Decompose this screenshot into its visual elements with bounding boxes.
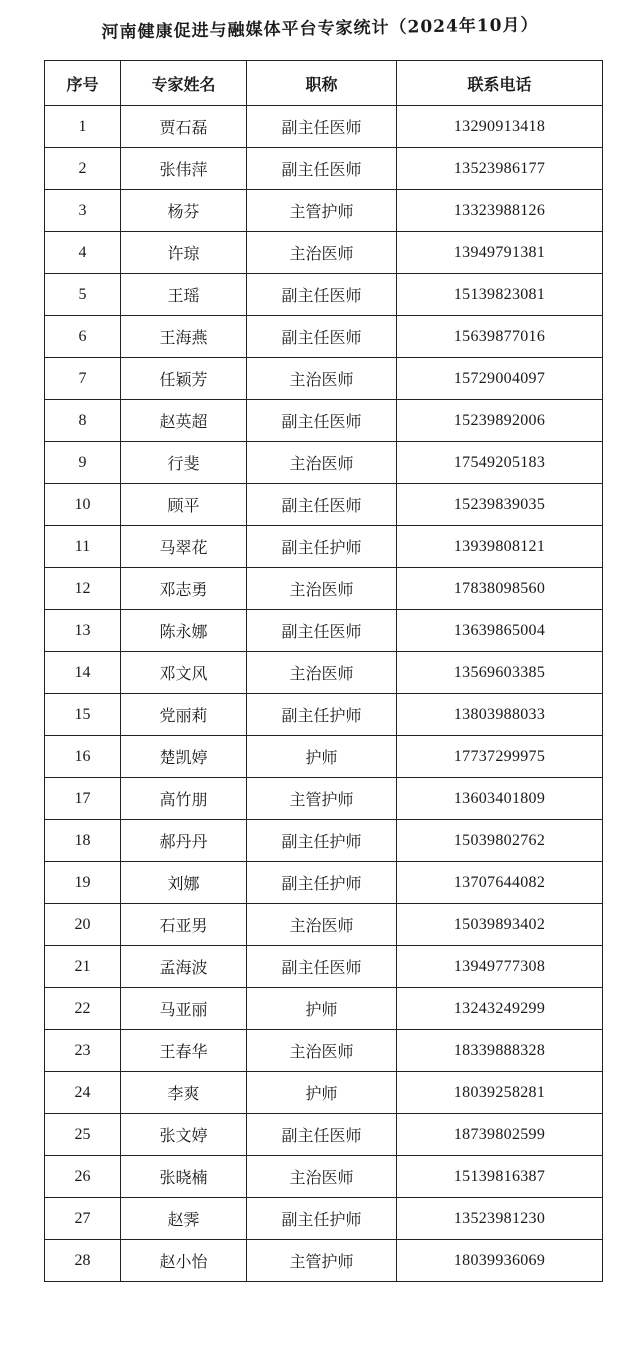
cell-index: 4 <box>45 232 121 274</box>
cell-index: 12 <box>45 568 121 610</box>
cell-index: 15 <box>45 694 121 736</box>
cell-index: 7 <box>45 358 121 400</box>
page-title: 河南健康促进与融媒体平台专家统计（2024年10月） <box>101 15 539 43</box>
table-row <box>45 190 603 232</box>
header-title: 职称 <box>247 61 397 106</box>
table-row <box>45 400 603 442</box>
cell-name: 赵英超 <box>121 400 247 442</box>
cell-name: 邓文风 <box>121 652 247 694</box>
cell-index: 25 <box>45 1114 121 1156</box>
table-row <box>45 652 603 694</box>
cell-phone: 15039802762 <box>397 820 603 862</box>
table-row <box>45 1156 603 1198</box>
cell-index: 22 <box>45 988 121 1030</box>
table-row <box>45 526 603 568</box>
table-body <box>45 106 603 1282</box>
cell-name: 郝丹丹 <box>121 820 247 862</box>
table-row <box>45 820 603 862</box>
cell-name: 马亚丽 <box>121 988 247 1030</box>
table-row <box>45 274 603 316</box>
cell-name: 任颖芳 <box>121 358 247 400</box>
table-row <box>45 316 603 358</box>
cell-index: 24 <box>45 1072 121 1114</box>
cell-phone: 13707644082 <box>397 862 603 904</box>
cell-phone: 13803988033 <box>397 694 603 736</box>
cell-title: 副主任医师 <box>247 946 397 988</box>
cell-name: 楚凯婷 <box>121 736 247 778</box>
cell-name: 李爽 <box>121 1072 247 1114</box>
cell-name: 高竹朋 <box>121 778 247 820</box>
cell-title: 副主任医师 <box>247 274 397 316</box>
cell-phone: 13569603385 <box>397 652 603 694</box>
cell-title: 副主任护师 <box>247 526 397 568</box>
cell-name: 赵霁 <box>121 1198 247 1240</box>
cell-title: 副主任医师 <box>247 610 397 652</box>
cell-phone: 13323988126 <box>397 190 603 232</box>
cell-name: 刘娜 <box>121 862 247 904</box>
table-row <box>45 736 603 778</box>
cell-index: 17 <box>45 778 121 820</box>
cell-phone: 18039258281 <box>397 1072 603 1114</box>
cell-index: 11 <box>45 526 121 568</box>
cell-index: 13 <box>45 610 121 652</box>
table-row <box>45 484 603 526</box>
cell-title: 副主任医师 <box>247 400 397 442</box>
cell-name: 陈永娜 <box>121 610 247 652</box>
cell-phone: 13939808121 <box>397 526 603 568</box>
experts-table <box>44 60 603 1282</box>
cell-index: 18 <box>45 820 121 862</box>
cell-phone: 15039893402 <box>397 904 603 946</box>
cell-phone: 17549205183 <box>397 442 603 484</box>
cell-index: 6 <box>45 316 121 358</box>
cell-title: 主治医师 <box>247 1156 397 1198</box>
cell-phone: 13243249299 <box>397 988 603 1030</box>
table-row <box>45 568 603 610</box>
cell-phone: 15639877016 <box>397 316 603 358</box>
cell-phone: 13949791381 <box>397 232 603 274</box>
cell-name: 行斐 <box>121 442 247 484</box>
cell-index: 16 <box>45 736 121 778</box>
cell-phone: 17838098560 <box>397 568 603 610</box>
cell-title: 主管护师 <box>247 1240 397 1282</box>
table-row <box>45 1030 603 1072</box>
cell-phone: 17737299975 <box>397 736 603 778</box>
cell-title: 主治医师 <box>247 652 397 694</box>
table-row <box>45 1198 603 1240</box>
cell-title: 主治医师 <box>247 358 397 400</box>
table-row <box>45 904 603 946</box>
table-row <box>45 1114 603 1156</box>
cell-name: 张伟萍 <box>121 148 247 190</box>
cell-name: 马翠花 <box>121 526 247 568</box>
table-header-row <box>45 61 603 106</box>
cell-name: 王春华 <box>121 1030 247 1072</box>
cell-title: 主治医师 <box>247 232 397 274</box>
cell-index: 8 <box>45 400 121 442</box>
table-row <box>45 1072 603 1114</box>
cell-index: 10 <box>45 484 121 526</box>
cell-title: 护师 <box>247 1072 397 1114</box>
table-row <box>45 358 603 400</box>
cell-title: 副主任医师 <box>247 484 397 526</box>
cell-index: 1 <box>45 106 121 148</box>
header-name: 专家姓名 <box>121 61 247 106</box>
cell-name: 许琼 <box>121 232 247 274</box>
cell-phone: 18739802599 <box>397 1114 603 1156</box>
cell-phone: 13603401809 <box>397 778 603 820</box>
cell-index: 2 <box>45 148 121 190</box>
cell-name: 杨芬 <box>121 190 247 232</box>
cell-title: 副主任护师 <box>247 1198 397 1240</box>
cell-title: 护师 <box>247 988 397 1030</box>
cell-index: 3 <box>45 190 121 232</box>
table-row <box>45 106 603 148</box>
cell-index: 27 <box>45 1198 121 1240</box>
cell-name: 贾石磊 <box>121 106 247 148</box>
cell-phone: 15139816387 <box>397 1156 603 1198</box>
cell-name: 石亚男 <box>121 904 247 946</box>
cell-index: 20 <box>45 904 121 946</box>
cell-title: 主管护师 <box>247 190 397 232</box>
cell-name: 王海燕 <box>121 316 247 358</box>
cell-index: 14 <box>45 652 121 694</box>
cell-title: 主治医师 <box>247 568 397 610</box>
table-row <box>45 1240 603 1282</box>
header-phone: 联系电话 <box>397 61 603 106</box>
cell-phone: 15139823081 <box>397 274 603 316</box>
cell-name: 赵小怡 <box>121 1240 247 1282</box>
cell-index: 28 <box>45 1240 121 1282</box>
cell-phone: 13523986177 <box>397 148 603 190</box>
cell-phone: 18039936069 <box>397 1240 603 1282</box>
cell-phone: 18339888328 <box>397 1030 603 1072</box>
cell-title: 护师 <box>247 736 397 778</box>
cell-title: 主治医师 <box>247 1030 397 1072</box>
cell-phone: 15239839035 <box>397 484 603 526</box>
experts-table-container <box>44 60 602 1282</box>
cell-title: 副主任护师 <box>247 820 397 862</box>
table-row <box>45 232 603 274</box>
cell-title: 副主任护师 <box>247 862 397 904</box>
cell-phone: 13290913418 <box>397 106 603 148</box>
cell-phone: 13639865004 <box>397 610 603 652</box>
cell-index: 9 <box>45 442 121 484</box>
cell-name: 顾平 <box>121 484 247 526</box>
cell-name: 孟海波 <box>121 946 247 988</box>
cell-title: 副主任医师 <box>247 106 397 148</box>
cell-index: 26 <box>45 1156 121 1198</box>
table-row <box>45 442 603 484</box>
cell-index: 21 <box>45 946 121 988</box>
cell-index: 19 <box>45 862 121 904</box>
cell-name: 党丽莉 <box>121 694 247 736</box>
table-row <box>45 946 603 988</box>
cell-title: 主治医师 <box>247 442 397 484</box>
cell-title: 副主任医师 <box>247 148 397 190</box>
cell-index: 5 <box>45 274 121 316</box>
cell-phone: 13523981230 <box>397 1198 603 1240</box>
cell-phone: 13949777308 <box>397 946 603 988</box>
cell-phone: 15239892006 <box>397 400 603 442</box>
cell-name: 邓志勇 <box>121 568 247 610</box>
cell-title: 主治医师 <box>247 904 397 946</box>
cell-title: 副主任护师 <box>247 694 397 736</box>
table-row <box>45 778 603 820</box>
table-row <box>45 862 603 904</box>
cell-name: 张晓楠 <box>121 1156 247 1198</box>
cell-title: 副主任医师 <box>247 1114 397 1156</box>
cell-name: 张文婷 <box>121 1114 247 1156</box>
header-index: 序号 <box>45 61 121 106</box>
table-row <box>45 610 603 652</box>
cell-title: 副主任医师 <box>247 316 397 358</box>
cell-phone: 15729004097 <box>397 358 603 400</box>
table-row <box>45 988 603 1030</box>
cell-title: 主管护师 <box>247 778 397 820</box>
table-row <box>45 148 603 190</box>
cell-index: 23 <box>45 1030 121 1072</box>
table-row <box>45 694 603 736</box>
cell-name: 王瑶 <box>121 274 247 316</box>
